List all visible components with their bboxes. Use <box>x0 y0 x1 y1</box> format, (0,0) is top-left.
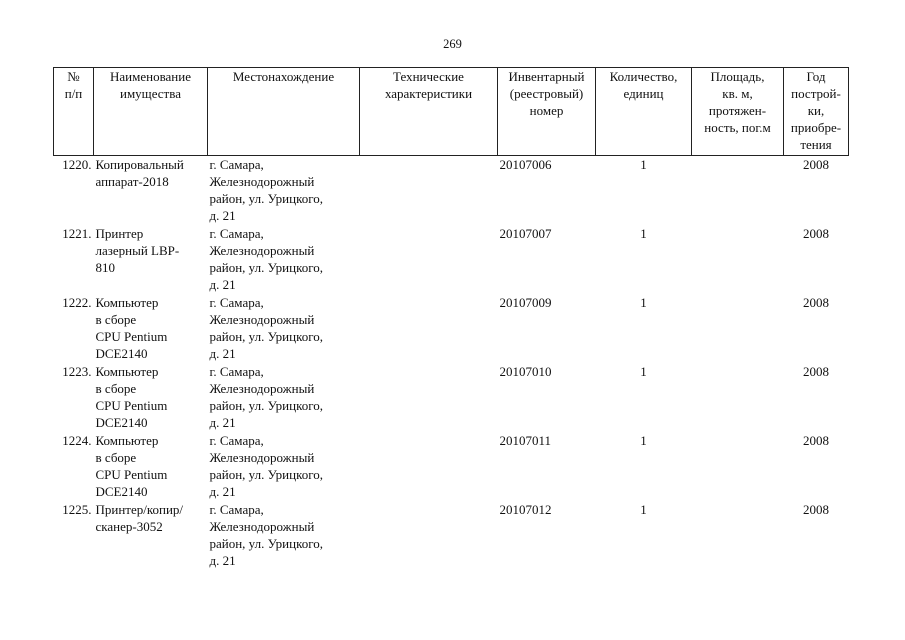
row-name: Компьютер в сборе CPU Pentium DCE2140 <box>95 294 168 361</box>
row-inventory: 20107012 <box>499 501 552 517</box>
row-location: г. Самара, Железнодорожный район, ул. Урицкого, д. 21 <box>209 363 323 430</box>
header-name: Наименование имущества <box>94 68 208 156</box>
row-location: г. Самара, Железнодорожный район, ул. Урицкого, д. 21 <box>209 501 323 568</box>
row-year: 2008 <box>803 432 829 448</box>
row-tech <box>360 156 498 225</box>
row-area <box>692 363 784 432</box>
row-year: 2008 <box>803 501 829 517</box>
row-quantity: 1 <box>640 294 647 310</box>
table-row <box>54 294 849 363</box>
row-inventory: 20107009 <box>499 294 552 310</box>
row-location: г. Самара, Железнодорожный район, ул. Урицкого, д. 21 <box>209 432 323 499</box>
row-name: Компьютер в сборе CPU Pentium DCE2140 <box>95 432 168 499</box>
row-area <box>692 294 784 363</box>
header-quantity: Количество, единиц <box>596 68 692 156</box>
row-name: Принтер/копир/ сканер-3052 <box>95 501 184 534</box>
page-number: 269 <box>443 37 462 51</box>
row-tech <box>360 294 498 363</box>
header-inventory: Инвентарный (реестровый) номер <box>498 68 596 156</box>
table-row <box>54 225 849 294</box>
row-area <box>692 432 784 501</box>
row-year: 2008 <box>803 157 829 172</box>
row-inventory: 20107006 <box>499 157 552 172</box>
row-location: г. Самара, Железнодорожный район, ул. Урицкого, д. 21 <box>209 225 323 292</box>
header-tech: Технические характеристики <box>360 68 498 156</box>
row-quantity: 1 <box>640 501 647 517</box>
row-year: 2008 <box>803 294 829 310</box>
table-row <box>54 363 849 432</box>
header-location: Местонахождение <box>208 68 360 156</box>
header-year: Год построй- ки, приобре- тения <box>784 68 849 156</box>
row-area <box>692 156 784 225</box>
row-location: г. Самара, Железнодорожный район, ул. Урицкого, д. 21 <box>209 294 323 361</box>
row-number: 1221. <box>62 225 92 241</box>
row-inventory: 20107010 <box>499 363 552 379</box>
row-inventory: 20107007 <box>499 225 552 241</box>
row-tech <box>360 225 498 294</box>
row-number: 1224. <box>62 432 92 448</box>
row-number: 1223. <box>62 363 92 379</box>
row-year: 2008 <box>803 225 829 241</box>
row-number: 1220. <box>62 157 92 172</box>
table-row <box>54 156 849 225</box>
table-header <box>54 68 849 156</box>
row-area <box>692 225 784 294</box>
table-row <box>54 501 849 570</box>
table-body <box>54 156 849 570</box>
row-location: г. Самара, Железнодорожный район, ул. Урицкого, д. 21 <box>209 157 323 223</box>
row-number: 1222. <box>62 294 92 310</box>
row-quantity: 1 <box>640 157 647 172</box>
table-row <box>54 432 849 501</box>
property-registry-table <box>53 67 849 570</box>
row-quantity: 1 <box>640 363 647 379</box>
row-quantity: 1 <box>640 225 647 241</box>
row-tech <box>360 363 498 432</box>
row-area <box>692 501 784 570</box>
header-number: № п/п <box>54 68 94 156</box>
row-quantity: 1 <box>640 432 647 448</box>
row-name: Копировальный аппарат-2018 <box>95 157 184 189</box>
header-area: Площадь, кв. м, протяжен- ность, пог.м <box>692 68 784 156</box>
row-year: 2008 <box>803 363 829 379</box>
row-name: Компьютер в сборе CPU Pentium DCE2140 <box>95 363 168 430</box>
row-tech <box>360 432 498 501</box>
row-tech <box>360 501 498 570</box>
row-name: Принтер лазерный LBP- 810 <box>95 225 180 275</box>
row-inventory: 20107011 <box>499 432 552 448</box>
row-number: 1225. <box>62 501 92 517</box>
